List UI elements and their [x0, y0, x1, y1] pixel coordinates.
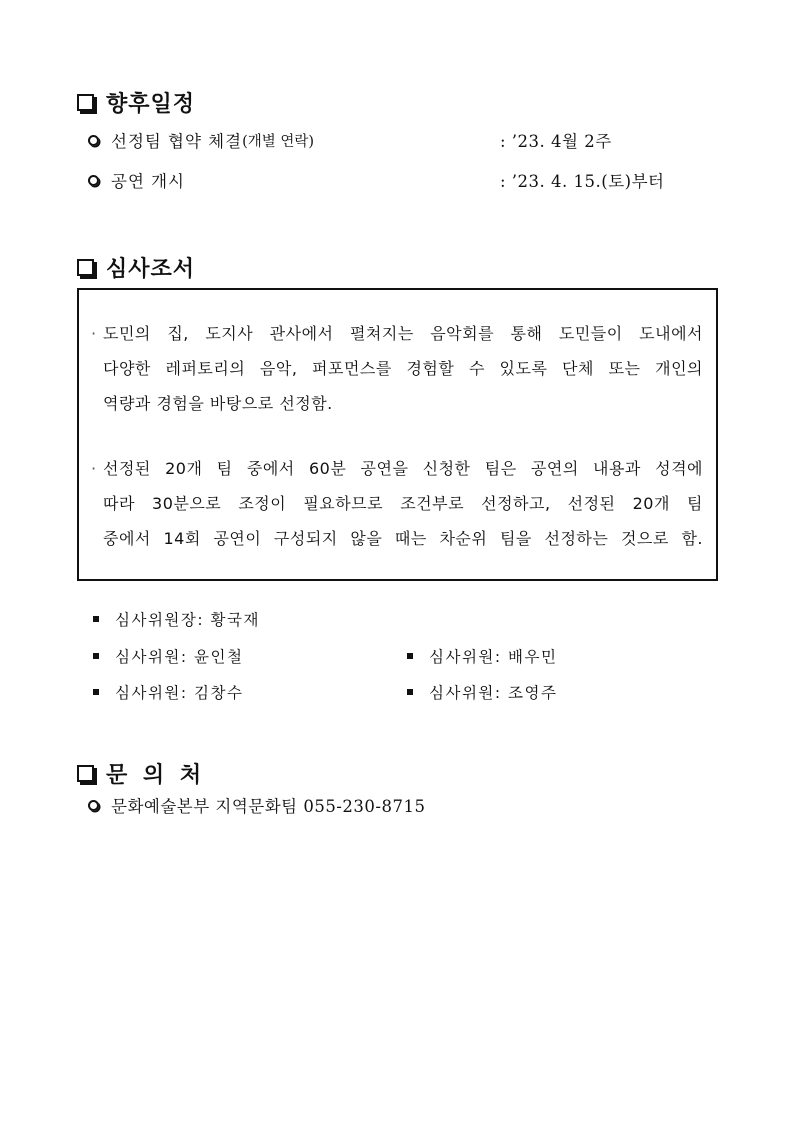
circle-bullet-icon — [88, 175, 99, 186]
review-member: 심사위원: 조영주 — [407, 681, 557, 703]
schedule-item-date: : ’23. 4. 15.(토)부터 — [500, 172, 665, 191]
review-chair: 심사위원장: 황국재 — [93, 608, 260, 630]
review-member: 심사위원: 김창수 — [93, 681, 243, 703]
review-paragraph — [91, 316, 703, 421]
square-bullet-icon — [77, 94, 94, 111]
review-line: 역량과 경험을 바탕으로 선정함. — [103, 394, 333, 413]
square-small-bullet-icon — [407, 653, 413, 659]
square-bullet-icon — [77, 765, 94, 782]
square-small-bullet-icon — [93, 616, 99, 622]
square-small-bullet-icon — [407, 689, 413, 695]
schedule-item — [88, 168, 688, 192]
schedule-item-label: 공연 개시 — [111, 172, 186, 191]
review-heading — [77, 252, 195, 283]
square-bullet-icon — [77, 259, 94, 276]
circle-bullet-icon — [88, 800, 99, 811]
square-small-bullet-icon — [93, 689, 99, 695]
schedule-heading — [77, 87, 195, 118]
review-line: 따라 30분으로 조정이 필요하므로 조건부로 선정하고, 선정된 20개 팀 — [103, 494, 703, 513]
contact-info — [88, 793, 425, 817]
schedule-item — [88, 128, 688, 152]
dot-bullet: · — [91, 459, 97, 478]
schedule-heading-text: 향후일정 — [106, 92, 196, 117]
contact-text: 문화예술본부 지역문화팀 055-230-8715 — [111, 797, 426, 816]
square-small-bullet-icon — [93, 653, 99, 659]
review-line: 다양한 레퍼토리의 음악, 퍼포먼스를 경험할 수 있도록 단체 또는 개인의 — [103, 359, 703, 378]
review-heading-text: 심사조서 — [106, 257, 196, 282]
contact-heading — [77, 758, 205, 789]
review-member: 심사위원: 윤인철 — [93, 645, 243, 667]
review-summary-box — [77, 288, 718, 581]
schedule-item-note: (개별 연락) — [242, 133, 315, 150]
review-line: · 선정된 20개 팀 중에서 60분 공연을 신청한 팀은 공연의 내용과 성격에 — [91, 451, 703, 486]
circle-bullet-icon — [88, 135, 99, 146]
schedule-item-date: : ’23. 4월 2주 — [500, 132, 612, 151]
review-line: 중에서 14회 공연이 구성되지 않을 때는 차순위 팀을 선정하는 것으로 함. — [103, 529, 703, 548]
review-paragraph — [91, 451, 703, 556]
contact-heading-text: 문 의 처 — [106, 763, 206, 788]
dot-bullet: · — [91, 324, 97, 343]
schedule-item-label: 선정팀 협약 체결 — [111, 132, 243, 151]
review-member: 심사위원: 배우민 — [407, 645, 557, 667]
review-line: · 도민의 집, 도지사 관사에서 펼쳐지는 음악회를 통해 도민들이 도내에서 — [91, 316, 703, 351]
